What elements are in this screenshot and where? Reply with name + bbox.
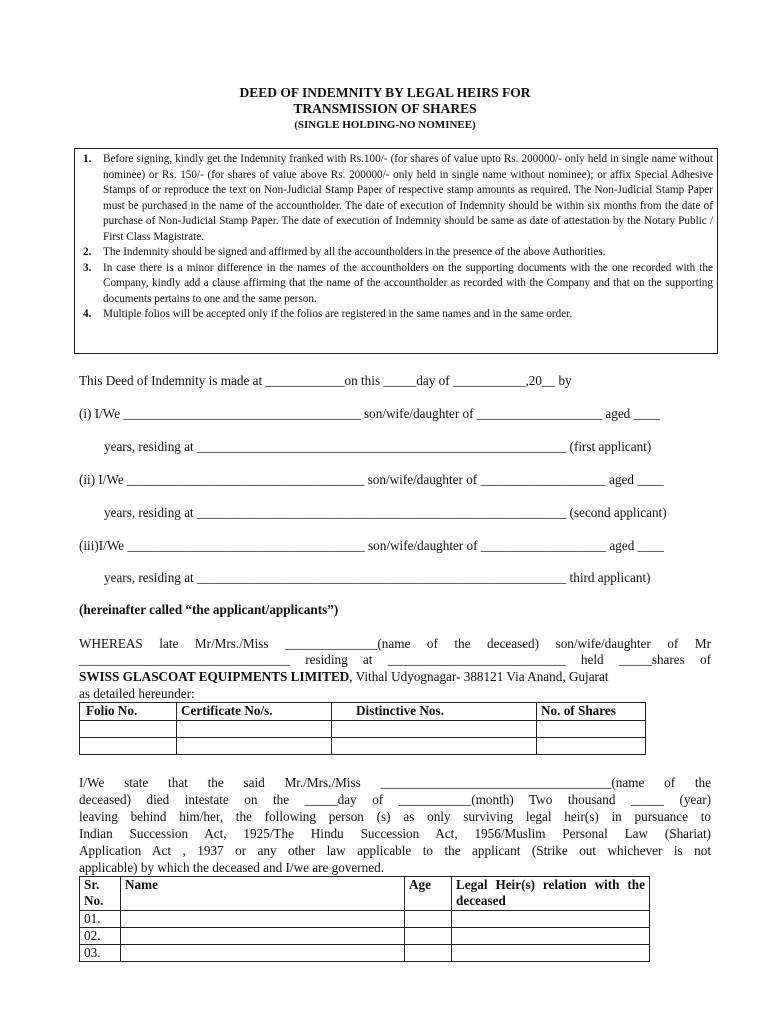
table-cell[interactable] (121, 945, 405, 962)
instruction-number: 4. (83, 308, 92, 320)
applicant1-residence-line[interactable]: years, residing at ________________________________________________________ (first applicant) (104, 439, 652, 454)
table-cell[interactable] (121, 911, 405, 928)
applicant2-residence-line[interactable]: years, residing at ________________________________________________________ (second applicant) (104, 505, 667, 520)
table-cell[interactable] (121, 928, 405, 945)
instruction-number: 2. (83, 246, 92, 258)
table-cell[interactable] (405, 911, 452, 928)
statement-line: Application Act , 1937 or any other law applicable to the applicant (Strike out whichever is not (79, 843, 711, 858)
table-cell[interactable] (405, 945, 452, 962)
column-header-distinctive: Distinctive Nos. (332, 703, 537, 721)
applicant3-name-line[interactable]: (iii)I/We ____________________________________ son/wife/daughter of ___________________ aged ____ (79, 538, 664, 553)
company-name: SWISS GLASCOAT EQUIPMENTS LIMITED (79, 669, 350, 684)
table-cell[interactable] (452, 911, 650, 928)
table-cell[interactable] (332, 721, 537, 738)
instruction-item (79, 245, 713, 261)
company-line (79, 669, 608, 685)
table-header-row (80, 877, 650, 911)
whereas-line4: as detailed hereunder: (79, 686, 195, 701)
instruction-text: Multiple folios will be accepted only if the folios are registered in the same names and in the same order. (103, 308, 573, 320)
table-cell[interactable] (80, 738, 177, 755)
table-cell[interactable] (80, 721, 177, 738)
instruction-item (79, 152, 713, 245)
statement-line[interactable]: deceased) died intestate on the _____day of ___________(month) Two thousand _____ (year) (79, 792, 711, 807)
statement-line: leaving behind him/her, the following person (s) as only surviving legal heir(s) in pursuance to (79, 809, 711, 824)
column-header-name: Name (121, 877, 405, 911)
column-header-age: Age (405, 877, 452, 911)
instructions-box (74, 148, 718, 354)
table-cell[interactable] (177, 721, 332, 738)
sr-no-cell: 03. (80, 945, 121, 962)
instruction-text: Before signing, kindly get the Indemnity franked with Rs.100/- (for shares of value upto Rs. 200000/- only held in single name without nominee) or Rs. 150/- (for shares of value above Rs. 200000/- only held in single name without nominee); or affix Special Adhesive Stamps of or reproduce the text on Non-Judicial Stamp Paper of respective stamp amounts as required. The Non-Judicial Stamp Paper must be purchased in the name of the accountholder. The date of execution of Indemnity should be within six months from the date of purchase of Non-Judicial Stamp Paper. The date of execution of Indemnity should be same as date of attestation by the Notary Public / First Class Magistrate. (103, 153, 713, 243)
instruction-number: 1. (83, 153, 92, 165)
company-address: , Vithal Udyognagar- 388121 Via Anand, Gujarat (349, 669, 609, 684)
applicant3-residence-line[interactable]: years, residing at ________________________________________________________ third applicant) (104, 570, 651, 585)
whereas-line2[interactable]: ________________________________ residing at ___________________________ held _____shares of (79, 652, 711, 667)
document-subtitle: (SINGLE HOLDING-NO NOMINEE) (294, 119, 476, 131)
table-cell[interactable] (452, 928, 650, 945)
shares-table (79, 702, 646, 755)
document-title-line1: DEED OF INDEMNITY BY LEGAL HEIRS FOR (239, 85, 531, 100)
column-header-folio: Folio No. (80, 703, 177, 721)
column-header-certificate: Certificate No/s. (177, 703, 332, 721)
deed-intro-line[interactable]: This Deed of Indemnity is made at ____________on this _____day of ___________,20__ by (79, 373, 572, 388)
table-cell[interactable] (332, 738, 537, 755)
instruction-item (79, 307, 713, 323)
document-title-line2: TRANSMISSION OF SHARES (293, 101, 477, 116)
applicant1-name-line[interactable]: (i) I/We ____________________________________ son/wife/daughter of ___________________ aged ____ (79, 406, 660, 421)
sr-no-cell: 02. (80, 928, 121, 945)
table-cell[interactable] (537, 721, 646, 738)
instruction-number: 3. (83, 261, 92, 274)
heirs-table (79, 876, 650, 962)
table-row (80, 928, 650, 945)
hereinafter-clause: (hereinafter called “the applicant/applicants”) (79, 602, 339, 617)
sr-no-cell: 01. (80, 911, 121, 928)
table-row (80, 911, 650, 928)
statement-line[interactable]: I/We state that the said Mr./Mrs./Miss ___________________________________(name of the (79, 775, 711, 790)
table-cell[interactable] (405, 928, 452, 945)
statement-line: Indian Succession Act, 1925/The Hindu Succession Act, 1956/Muslim Personal Law (Shariat) (79, 826, 711, 841)
table-row (80, 945, 650, 962)
column-header-shares: No. of Shares (537, 703, 646, 721)
instruction-text: In case there is a minor difference in the names of the accountholders on the supporting documents with the one recorded with the Company, kindly add a clause affirming that the name of the accountholder as recorded with the Company and that on the supporting documents pertains to one and the same person. (103, 261, 713, 305)
applicant2-name-line[interactable]: (ii) I/We ____________________________________ son/wife/daughter of ___________________ aged ____ (79, 472, 664, 487)
whereas-line1[interactable]: WHEREAS late Mr/Mrs./Miss ______________(name of the deceased) son/wife/daughter of Mr (79, 636, 711, 651)
table-row (80, 738, 646, 755)
table-header-row (80, 703, 646, 721)
column-header-relation: Legal Heir(s) relation with the deceased (452, 877, 650, 911)
statement-line: applicable) by which the deceased and I/we are governed. (79, 860, 384, 875)
table-cell[interactable] (537, 738, 646, 755)
instruction-text: The Indemnity should be signed and affirmed by all the accountholders in the presence of the above Authorities. (103, 246, 606, 258)
table-cell[interactable] (452, 945, 650, 962)
table-row (80, 721, 646, 738)
instruction-item (79, 261, 713, 308)
table-cell[interactable] (177, 738, 332, 755)
column-header-sr-no: Sr. No. (80, 877, 121, 911)
